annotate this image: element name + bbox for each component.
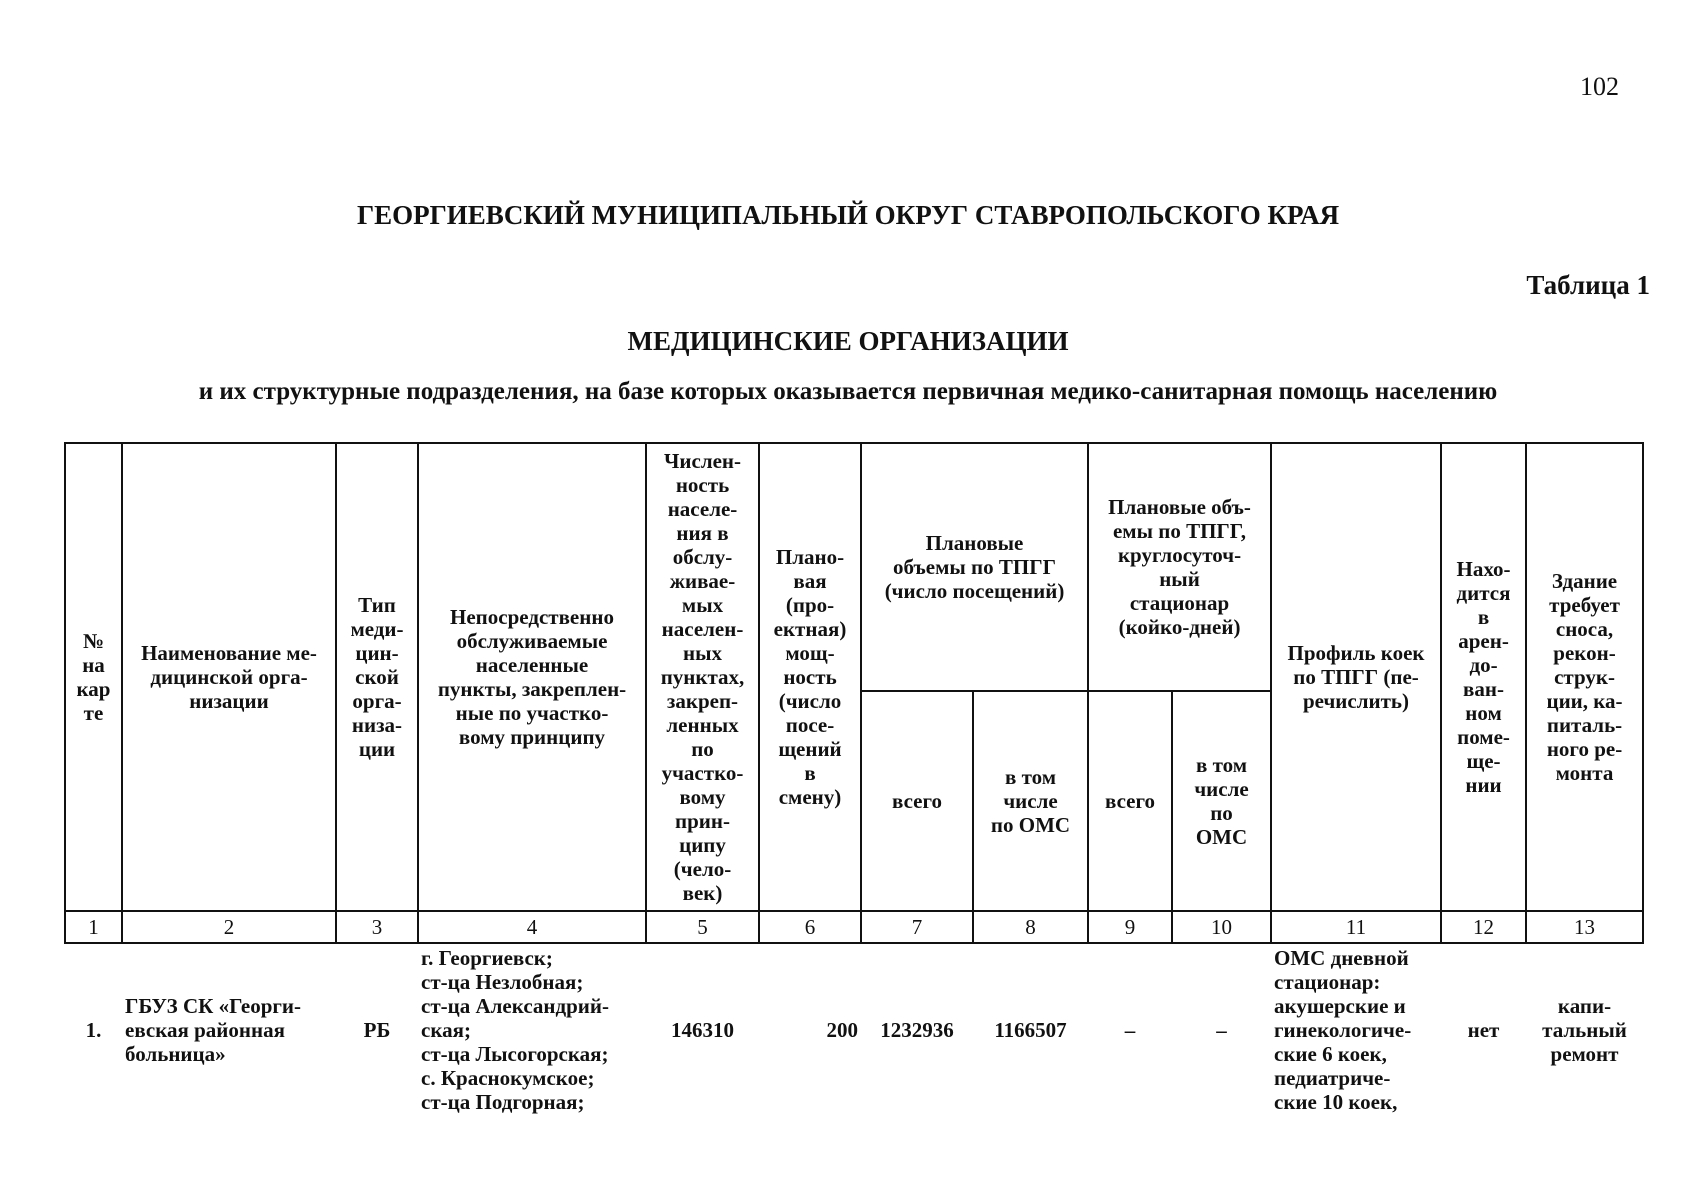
region-title: ГЕОРГИЕВСКИЙ МУНИЦИПАЛЬНЫЙ ОКРУГ СТАВРОПОЛЬСКОГО КРАЯ — [356, 200, 1340, 230]
header-org-type: Тип меди- цин- ской орга- низа- ции — [336, 443, 418, 911]
header-building: Здание требует сноса, рекон- струк- ции, ка- питаль- ного ре- монта — [1526, 443, 1643, 911]
column-number: 6 — [759, 911, 861, 943]
capacity: 200 — [826, 1018, 858, 1042]
table-title: МЕДИЦИНСКИЕ ОРГАНИЗАЦИИ — [627, 326, 1069, 356]
beddays-oms: – — [1216, 1018, 1227, 1042]
header-rented: Нахо- дится в арен- до- ван- ном поме- ще- нии — [1441, 443, 1526, 911]
header-visits-total: всего — [861, 691, 973, 911]
org-name: ГБУЗ СК «Георги- евская районная больница» — [125, 994, 302, 1066]
column-number: 12 — [1441, 911, 1526, 943]
column-number: 10 — [1172, 911, 1271, 943]
column-number: 11 — [1271, 911, 1441, 943]
population: 146310 — [671, 1018, 734, 1042]
row-number: 1. — [85, 1018, 102, 1042]
bed-profile: ОМС дневной стационар: акушерские и гинекологиче- ские 6 коек, педиатриче- ские 10 коек, — [1274, 946, 1412, 1114]
header-visits-oms: в том числе по ОМС — [973, 691, 1088, 911]
header-beddays-total: всего — [1088, 691, 1172, 911]
column-number: 4 — [418, 911, 646, 943]
header-bed-days: Плановые объ- емы по ТПГГ, круглосуточ- ный стационар (койко-дней) — [1088, 443, 1271, 691]
header-capacity: Плано- вая (про- ектная) мощ- ность (число посе- щений в смену) — [759, 443, 861, 911]
column-number-row — [65, 911, 1643, 943]
rented: нет — [1467, 1018, 1500, 1042]
column-number: 9 — [1088, 911, 1172, 943]
column-number: 5 — [646, 911, 759, 943]
building-status: капи- тальный ремонт — [1542, 994, 1627, 1066]
visits-total: 1232936 — [880, 1018, 954, 1042]
table-subtitle: и их структурные подразделения, на базе которых оказывается первичная медико-санитарная помощь населению — [198, 378, 1498, 405]
column-number: 2 — [122, 911, 336, 943]
column-number: 7 — [861, 911, 973, 943]
column-number: 1 — [65, 911, 122, 943]
settlements: г. Георгиевск; ст-ца Незлобная; ст-ца Александрий- ская; ст-ца Лысогорская; с. Краснокумское; ст-ца Подгорная; — [421, 946, 609, 1114]
org-type: РБ — [363, 1018, 391, 1042]
beddays-total: – — [1124, 1018, 1136, 1042]
column-number: 3 — [336, 911, 418, 943]
column-number: 13 — [1526, 911, 1643, 943]
organizations-table — [64, 442, 1644, 1116]
header-bed-profile: Профиль коек по ТПГГ (пе- речислить) — [1271, 443, 1441, 911]
header-beddays-oms: в том числе по ОМС — [1172, 691, 1271, 911]
header-org-name: Наименование ме- дицинской орга- низации — [122, 443, 336, 911]
table-label: Таблица 1 — [1526, 270, 1650, 300]
header-population: Числен- ность населе- ния в обслу- живае- мых населен- ных пунктах, закреп- ленных по участко- вому прин- ципу (чело- век) — [646, 443, 759, 911]
visits-oms: 1166507 — [994, 1018, 1067, 1042]
table-row — [65, 943, 1643, 1116]
page-number: 102 — [1580, 72, 1619, 101]
header-settlements: Непосредственно обслуживаемые населенные пункты, закреплен- ные по участко- вому принципу — [418, 443, 646, 911]
header-visits: Плановые объемы по ТПГГ (число посещений) — [861, 443, 1088, 691]
header-map-number: № на кар те — [65, 443, 122, 911]
column-number: 8 — [973, 911, 1088, 943]
